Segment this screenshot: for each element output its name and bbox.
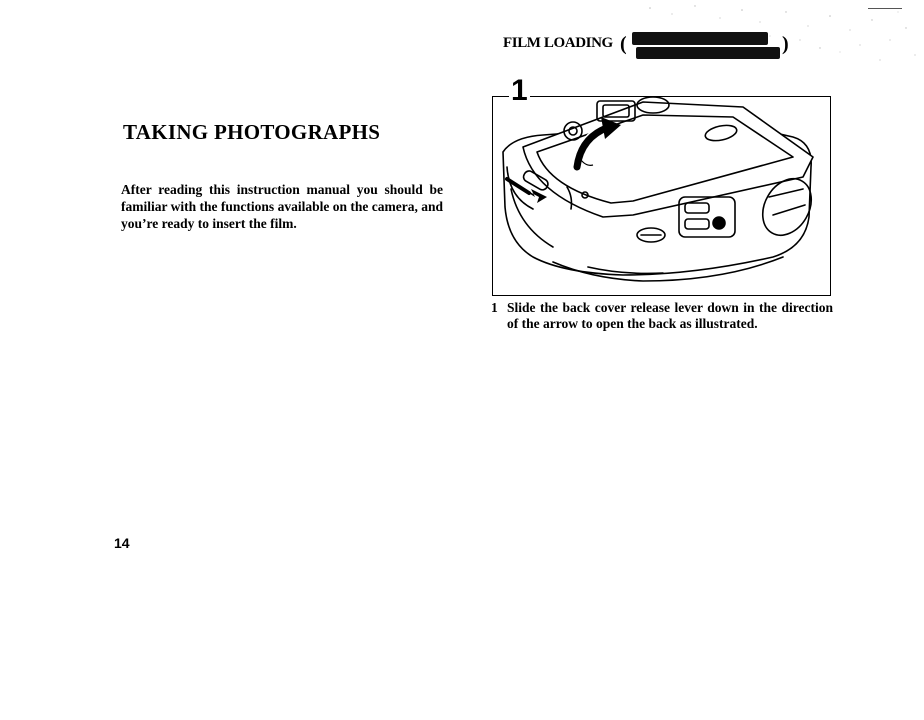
page-number: 14 <box>114 535 130 551</box>
camera-base <box>553 257 783 281</box>
camera-drawing <box>493 97 831 296</box>
note-close-paren: ) <box>782 33 789 55</box>
step-text: Slide the back cover release lever down in the direction of the arrow to open the back as illustrated. <box>507 300 833 331</box>
note-open-paren: ( <box>620 33 627 55</box>
step-number: 1 <box>491 300 498 315</box>
intro-paragraph: After reading this instruction manual you should be familiar with the functions available on the camera, and you’re ready to insert the film. <box>121 182 443 231</box>
page-title: TAKING PHOTOGRAPHS <box>123 120 381 144</box>
camera-illustration <box>492 96 831 296</box>
power-off-note <box>632 31 780 61</box>
scan-edge-line <box>868 8 902 9</box>
back-cover <box>523 102 813 217</box>
figure-number: 1 <box>511 74 528 107</box>
note-line-2 <box>636 47 780 59</box>
section-heading: FILM LOADING <box>503 35 613 51</box>
note-line-1 <box>632 32 768 45</box>
power-off-note-text: Ensure the power is off before inserting the film. <box>640 64 797 73</box>
